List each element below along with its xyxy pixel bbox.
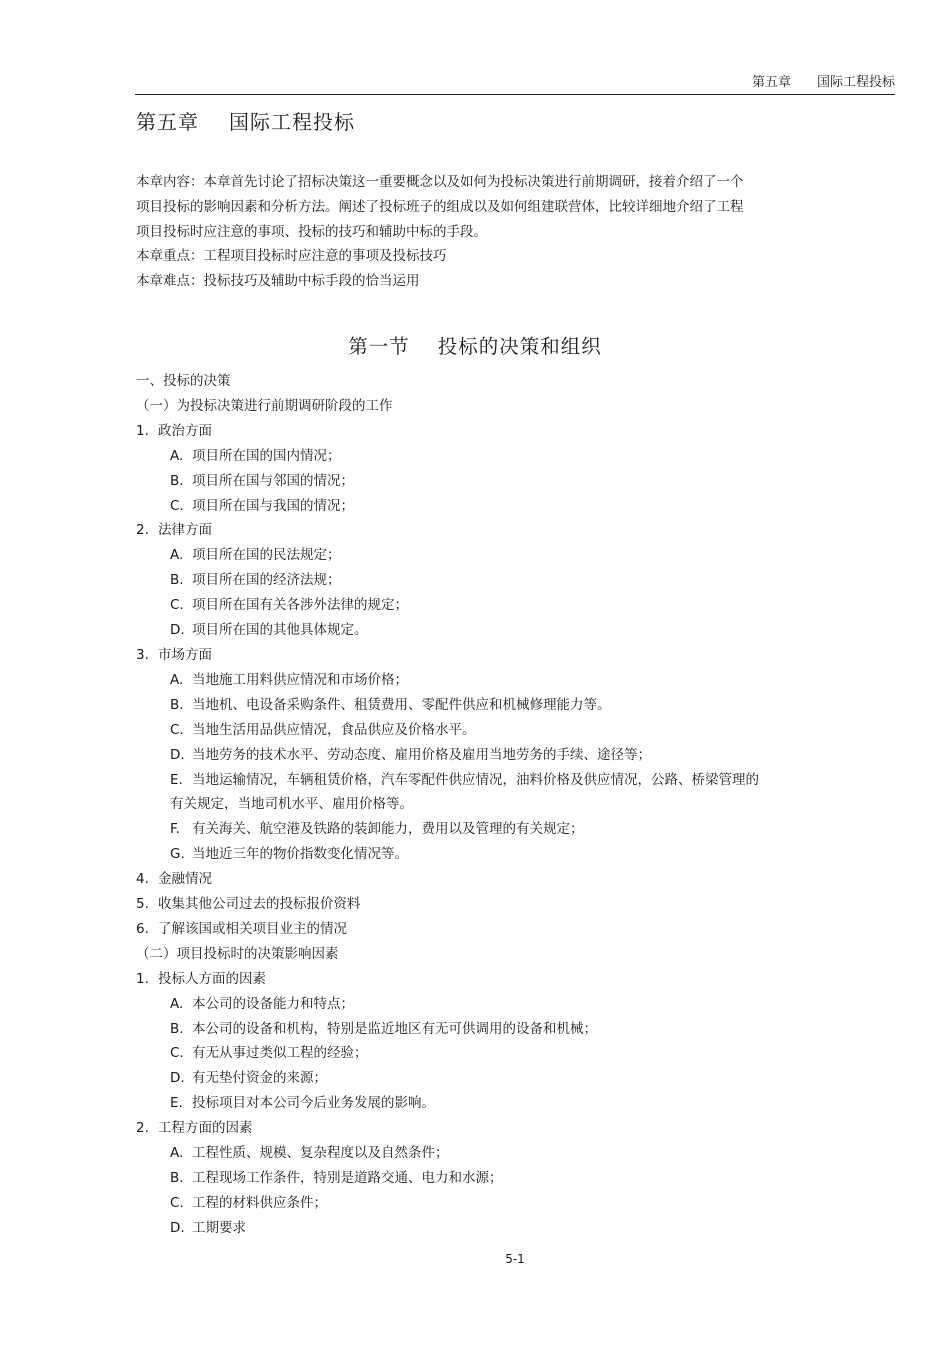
list-item-sub: [136, 842, 856, 867]
list-marker: B.: [170, 1020, 184, 1037]
chapter-heading: [136, 106, 355, 135]
list-text: （二）项目投标时的决策影响因素: [136, 945, 339, 962]
list-item-sub: [136, 992, 856, 1017]
list-text: 了解该国或相关项目业主的情况: [158, 920, 347, 937]
list-marker: 4.: [136, 871, 149, 888]
list-text: 当地近三年的物价指数变化情况等。: [192, 846, 408, 863]
list-item-sub: [136, 1017, 856, 1042]
list-text: 工程的材料供应条件；: [192, 1194, 327, 1211]
list-item-sub: [136, 1041, 856, 1066]
list-text: 当地运输情况，车辆租赁价格，汽车零配件供应情况，油料价格及供应情况，公路、桥梁管理的: [192, 771, 759, 788]
list-item: [136, 369, 856, 394]
list-text: 投标人方面的因素: [158, 970, 266, 987]
list-item-sub: [136, 568, 856, 593]
intro-content-line: 项目投标的影响因素和分析方法。阐述了投标班子的组成以及如何组建联营体，比较详细地介绍了工程: [136, 198, 744, 215]
list-item: [136, 942, 856, 967]
list-item: [136, 867, 856, 892]
page-number: 5-1: [505, 1252, 525, 1266]
list-marker: B.: [170, 1170, 184, 1186]
list-item-sub: [136, 543, 856, 568]
list-marker: C.: [170, 721, 184, 738]
chapter-number: 第五章: [136, 110, 199, 134]
list-text: 本公司的设备能力和特点；: [192, 995, 354, 1012]
list-item: [136, 892, 856, 917]
list-marker: C.: [170, 497, 184, 514]
list-marker: D.: [170, 1219, 185, 1236]
list-marker: A.: [170, 671, 184, 688]
list-marker: G.: [170, 846, 185, 863]
list-marker: 5.: [136, 896, 149, 913]
list-item-sub: [136, 469, 856, 494]
list-marker: A.: [170, 995, 184, 1012]
list-item-sub: [136, 718, 856, 743]
list-text: 项目所在国的国内情况；: [192, 447, 341, 464]
list-text: 有无垫付资金的来源；: [192, 1070, 327, 1087]
list-marker: 2.: [136, 1120, 149, 1137]
list-marker: D.: [170, 622, 185, 639]
list-marker: 6.: [136, 920, 149, 937]
list-marker: A.: [170, 1145, 184, 1162]
list-text: 政治方面: [158, 422, 212, 439]
list-marker: D.: [170, 746, 185, 763]
intro-content-line: 项目投标时应注意的事项、投标的技巧和辅助中标的手段。: [136, 223, 487, 240]
list-text: 项目所在国与我国的情况；: [192, 497, 354, 514]
list-item-sub: [136, 743, 856, 768]
section-number: 第一节: [348, 335, 410, 358]
list-marker: B.: [170, 472, 184, 489]
list-marker: A.: [170, 547, 184, 564]
list-item-sub: [136, 1066, 856, 1091]
list-text: 收集其他公司过去的投标报价资料: [158, 896, 361, 913]
list-item-sub: [136, 444, 856, 469]
chapter-intro: [136, 170, 836, 294]
list-item-sub: [136, 1166, 856, 1191]
list-item-sub: [136, 618, 856, 643]
list-text: 一、投标的决策: [136, 373, 231, 389]
list-text: 项目所在国有关各涉外法律的规定；: [192, 597, 408, 614]
list-marker: 3.: [136, 646, 149, 663]
list-text: 有关海关、航空港及铁路的装卸能力，费用以及管理的有关规定；: [192, 821, 584, 838]
list-item-sub: [136, 593, 856, 618]
list-marker: 1.: [136, 970, 149, 987]
list-marker: E.: [170, 771, 183, 788]
intro-key-points: 本章重点：工程项目投标时应注意的事项及投标技巧: [136, 248, 447, 265]
list-marker: C.: [170, 1194, 184, 1211]
list-marker: 1.: [136, 422, 149, 439]
list-text: （一）为投标决策进行前期调研阶段的工作: [136, 397, 393, 414]
list-text: 项目所在国的其他具体规定。: [192, 622, 368, 639]
list-marker: D.: [170, 1070, 185, 1087]
intro-content-line: 本章内容：本章首先讨论了招标决策这一重要概念以及如何为投标决策进行前期调研，接着介绍了一个: [136, 174, 744, 190]
list-item-sub: [136, 1091, 856, 1116]
list-item-sub: [136, 792, 856, 817]
section-heading: [0, 331, 950, 359]
list-text: 当地劳务的技术水平、劳动态度、雇用价格及雇用当地劳务的手续、途径等；: [192, 746, 651, 763]
list-marker: A.: [170, 447, 184, 464]
list-item: [136, 967, 856, 992]
list-item-sub: [136, 1216, 856, 1241]
list-item: [136, 419, 856, 444]
list-item-sub: [136, 768, 856, 793]
list-item: [136, 394, 856, 419]
list-item-sub: [136, 1141, 856, 1166]
list-text: 项目所在国的民法规定；: [192, 547, 341, 564]
header-title: 国际工程投标: [816, 74, 895, 90]
list-text: 工程性质、规模、复杂程度以及自然条件；: [192, 1145, 449, 1162]
list-marker: B.: [170, 572, 184, 589]
list-text: 项目所在国与邻国的情况；: [192, 472, 354, 489]
list-item-sub: [136, 668, 856, 693]
list-item-sub: [136, 494, 856, 519]
header-chapter: 第五章: [751, 74, 791, 90]
list-marker: 2.: [136, 522, 149, 539]
list-text: 项目所在国的经济法规；: [192, 572, 341, 589]
list-text: 当地机、电设备采购条件、租赁费用、零配件供应和机械修理能力等。: [192, 696, 611, 713]
list-item-sub: [136, 693, 856, 718]
list-marker: E.: [170, 1095, 183, 1112]
list-item: [136, 643, 856, 668]
list-text: 金融情况: [158, 871, 212, 888]
list-text: 工期要求: [192, 1219, 246, 1236]
running-header: [135, 70, 895, 95]
list-marker: C.: [170, 597, 184, 614]
list-text: 有关规定，当地司机水平、雇用价格等。: [170, 796, 413, 813]
list-marker: B.: [170, 696, 184, 713]
list-text: 法律方面: [158, 522, 212, 539]
list-text: 工程现场工作条件，特别是道路交通、电力和水源；: [192, 1170, 503, 1186]
list-item: [136, 518, 856, 543]
list-text: 投标项目对本公司今后业务发展的影响。: [192, 1095, 435, 1112]
list-item: [136, 1116, 856, 1141]
list-text: 当地生活用品供应情况，食品供应及价格水平。: [192, 721, 476, 738]
list-marker: F.: [170, 821, 180, 838]
section-title-text: 投标的决策和组织: [437, 335, 602, 358]
list-text: 本公司的设备和机构，特别是监近地区有无可供调用的设备和机械；: [192, 1020, 597, 1037]
list-item: [136, 917, 856, 942]
list-text: 有无从事过类似工程的经验；: [192, 1045, 368, 1062]
list-item-sub: [136, 817, 856, 842]
list-marker: C.: [170, 1045, 184, 1062]
chapter-title-text: 国际工程投标: [229, 110, 355, 134]
list-item-sub: [136, 1191, 856, 1216]
intro-difficulties: 本章难点：投标技巧及辅助中标手段的恰当运用: [136, 273, 420, 290]
list-text: 市场方面: [158, 646, 212, 663]
list-text: 工程方面的因素: [158, 1120, 253, 1137]
list-text: 当地施工用料供应情况和市场价格；: [192, 671, 408, 688]
section-body: [136, 369, 856, 1241]
